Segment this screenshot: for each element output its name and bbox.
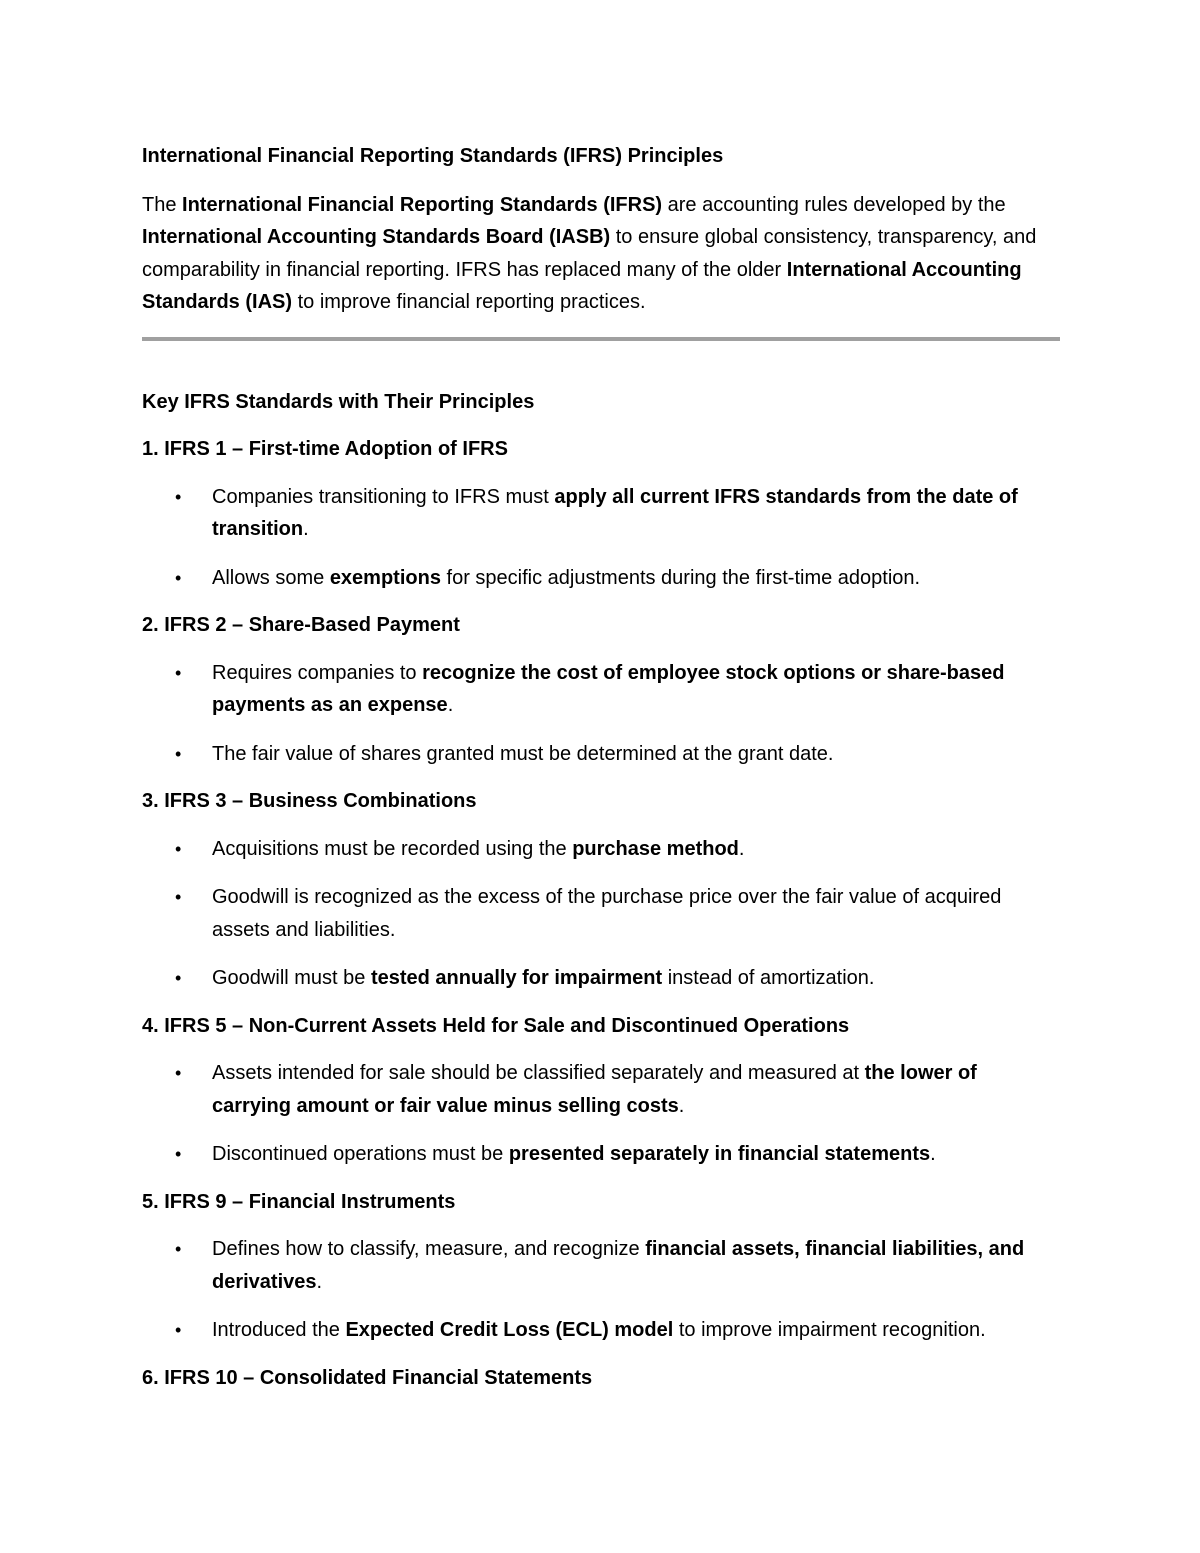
text-run: Goodwill is recognized as the excess of the purchase price over the fair value of acquired assets and liabilities. <box>212 886 1002 941</box>
bullet-icon: • <box>175 743 182 764</box>
standard-heading: 6. IFRS 10 – Consolidated Financial Statements <box>142 1366 593 1389</box>
bullet-icon: • <box>175 567 182 588</box>
horizontal-divider <box>142 337 1060 341</box>
bold-text: International Accounting Standards Board (IASB) <box>142 226 611 248</box>
bold-text: the lower of carrying amount or fair value minus selling costs <box>212 1062 977 1117</box>
list-item <box>142 1138 1060 1171</box>
text-run: Discontinued operations must be <box>212 1143 509 1165</box>
bold-text: International Accounting Standards (IAS) <box>142 258 1022 313</box>
text-run: . <box>738 837 745 860</box>
bullet-icon: • <box>175 486 182 507</box>
text-run: Defines how to classify, measure, and recognize <box>212 1238 646 1260</box>
bullet-icon: • <box>175 838 182 859</box>
text-run: to improve financial reporting practices. <box>292 291 646 313</box>
text-run: . <box>930 1143 936 1165</box>
text-run: instead of amortization. <box>662 967 875 989</box>
intro-paragraph <box>142 189 1060 319</box>
text-run: to improve impairment recognition. <box>673 1319 986 1341</box>
list-item <box>142 657 1060 722</box>
text-run: Companies transitioning to IFRS must <box>212 485 555 508</box>
list-item <box>142 833 1060 866</box>
bullet-list <box>142 1233 1060 1347</box>
bullet-list <box>142 481 1060 595</box>
text-run: The <box>142 193 183 216</box>
text-run: Assets intended for sale should be classified separately and measured at <box>212 1062 865 1084</box>
list-item <box>142 881 1060 946</box>
bullet-list <box>142 1057 1060 1171</box>
bullet-icon: • <box>175 887 182 907</box>
text-run: Allows some <box>212 566 330 589</box>
standard-heading: 4. IFRS 5 – Non-Current Assets Held for Sale and Discontinued Operations <box>142 1014 850 1037</box>
bullet-icon: • <box>175 662 182 683</box>
bullet-list <box>142 833 1060 995</box>
bullet-icon: • <box>175 1239 182 1259</box>
standard-heading: 1. IFRS 1 – First-time Adoption of IFRS <box>142 438 508 460</box>
text-run: Goodwill must be <box>212 967 371 989</box>
standards-list <box>142 433 1060 1394</box>
text-run: . <box>678 1094 685 1117</box>
text-run: for specific adjustments during the first-time adoption. <box>440 566 921 589</box>
bold-text: purchase method <box>572 837 739 860</box>
bold-text: apply all current IFRS standards from the date of transition <box>212 485 1018 540</box>
bullet-icon: • <box>175 968 182 988</box>
section-heading: Key IFRS Standards with Their Principles <box>142 390 535 413</box>
bold-text: exemptions <box>329 566 441 589</box>
list-item <box>142 481 1060 546</box>
text-run: are accounting rules developed by the <box>662 193 1006 216</box>
bullet-list <box>142 657 1060 771</box>
text-run: Requires companies to <box>212 661 423 684</box>
list-item <box>142 962 1060 995</box>
text-run: . <box>316 1270 323 1293</box>
bullet-icon: • <box>175 1063 182 1083</box>
standard-heading: 5. IFRS 9 – Financial Instruments <box>142 1190 456 1213</box>
bold-text: Expected Credit Loss (ECL) model <box>345 1319 674 1341</box>
standard-heading: 3. IFRS 3 – Business Combinations <box>142 790 477 812</box>
list-item <box>142 1233 1060 1298</box>
text-run: . <box>303 518 309 540</box>
bold-text: presented separately in financial statements <box>508 1143 931 1165</box>
text-run: to ensure global consistency, transparency, and comparability in financial reporting. IFRS has replaced many of the older <box>142 226 1037 281</box>
list-item <box>142 562 1060 595</box>
bold-text: International Financial Reporting Standards (IFRS) <box>182 193 663 216</box>
standard-heading: 2. IFRS 2 – Share-Based Payment <box>142 614 460 636</box>
text-run: Introduced the <box>212 1319 346 1341</box>
list-item <box>142 1314 1060 1347</box>
text-run: Acquisitions must be recorded using the <box>212 837 573 860</box>
document-title: International Financial Reporting Standards (IFRS) Principles <box>142 145 724 167</box>
text-run: The fair value of shares granted must be determined at the grant date. <box>212 742 834 765</box>
bold-text: financial assets, financial liabilities, and derivatives <box>212 1238 1025 1293</box>
document-page <box>142 140 1060 1409</box>
bullet-icon: • <box>175 1320 182 1340</box>
text-run: . <box>447 694 454 716</box>
bullet-icon: • <box>175 1144 182 1164</box>
bold-text: recognize the cost of employee stock options or share-based payments as an expense <box>212 661 1005 716</box>
list-item <box>142 1057 1060 1122</box>
bold-text: tested annually for impairment <box>370 967 663 989</box>
list-item <box>142 738 1060 771</box>
